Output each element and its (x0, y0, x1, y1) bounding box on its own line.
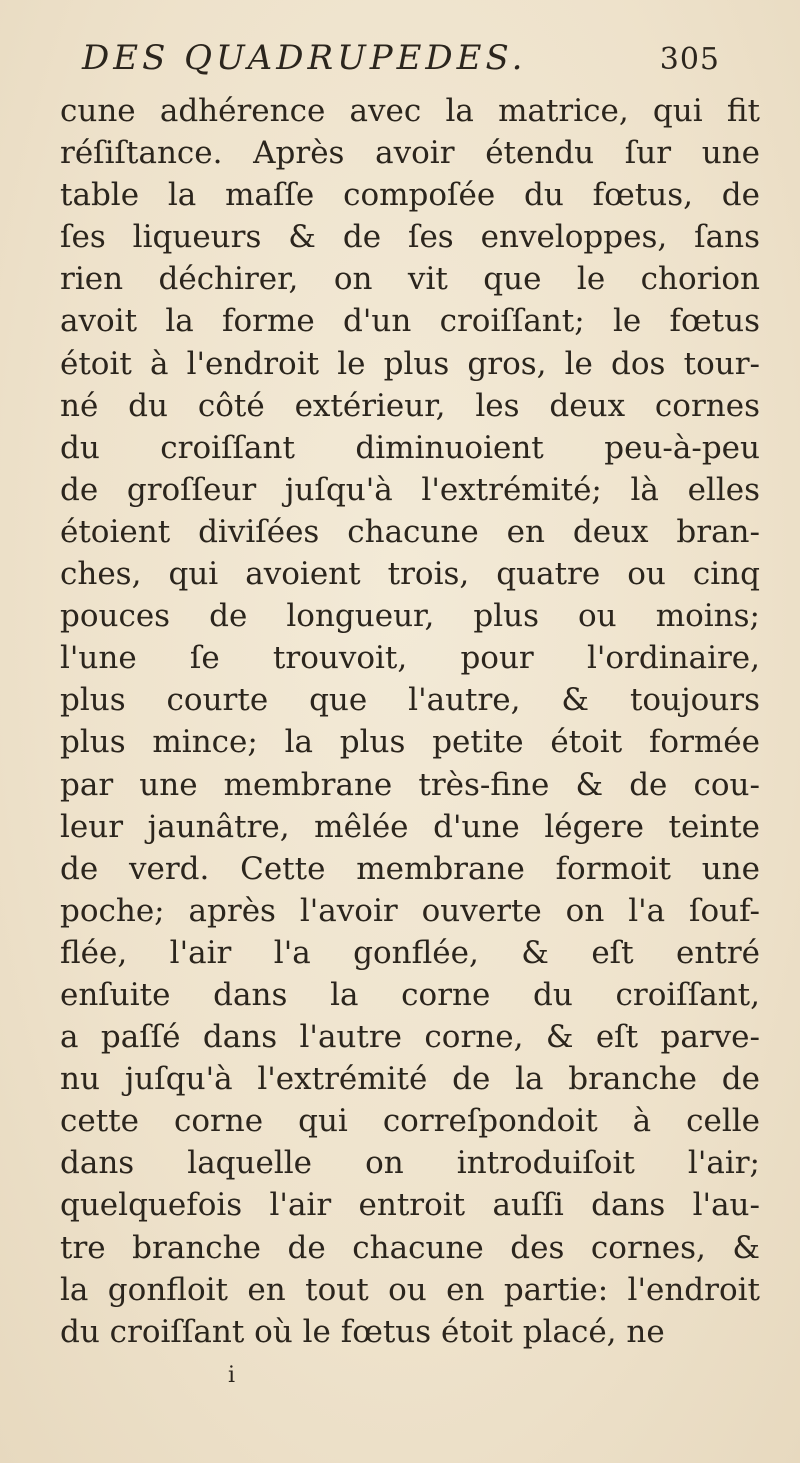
text-line: ches, qui avoient trois, quatre ou cinq (60, 556, 760, 593)
text-line: a paſſé dans l'autre corne, & eſt parve- (60, 1019, 760, 1056)
body-text (60, 90, 760, 1353)
text-line: leur jaunâtre, mêlée d'une légere teinte (60, 808, 760, 845)
text-line: poche; après l'avoir ouverte on l'a ſouf- (60, 892, 760, 929)
text-line: quelquefois l'air entroit auſſi dans l'au- (60, 1187, 760, 1224)
running-head (60, 38, 760, 88)
text-line: nu juſqu'à l'extrémité de la branche de (60, 1061, 760, 1098)
text-line: pouces de longueur, plus ou moins; (60, 598, 760, 635)
text-line: par une membrane très-fine & de cou- (60, 766, 760, 803)
text-line: ſes liqueurs & de ſes enveloppes, ſans (60, 219, 760, 256)
text-line: cette corne qui correſpondoit à celle (60, 1103, 760, 1140)
text-line: avoit la forme d'un croiſſant; le fœtus (60, 303, 760, 340)
text-line: tre branche de chacune des cornes, & (60, 1229, 760, 1266)
text-line: flée, l'air l'a gonflée, & eſt entré (60, 934, 760, 971)
text-line: plus mince; la plus petite étoit formée (60, 724, 760, 761)
running-head-title: DES QUADRUPEDES. (82, 38, 527, 78)
text-line: étoit à l'endroit le plus gros, le dos tour- (60, 345, 760, 382)
text-line: rien déchirer, on vit que le chorion (60, 261, 760, 298)
text-line: l'une ſe trouvoit, pour l'ordinaire, (60, 640, 760, 677)
text-line: du croiſſant où le fœtus étoit placé, ne (60, 1313, 665, 1350)
text-line: né du côté extérieur, les deux cornes (60, 387, 760, 424)
text-line: de verd. Cette membrane formoit une (60, 850, 760, 887)
text-line: réſiſtance. Après avoir étendu ſur une (60, 135, 760, 172)
text-line: dans laquelle on introduiſoit l'air; (60, 1145, 760, 1182)
text-line: table la maſſe compoſée du fœtus, de (60, 177, 760, 214)
text-line: la gonfloit en tout ou en partie: l'endroit (60, 1271, 760, 1308)
signature-mark: i (228, 1362, 236, 1388)
text-line: de groſſeur juſqu'à l'extrémité; là elles (60, 471, 760, 508)
text-line: cune adhérence avec la matrice, qui fit (60, 93, 760, 129)
text-line: plus courte que l'autre, & toujours (60, 682, 760, 719)
text-line: enſuite dans la corne du croiſſant, (60, 976, 760, 1013)
text-line: du croiſſant diminuoient peu-à-peu (60, 429, 760, 466)
page-number: 305 (659, 42, 720, 77)
text-line: étoient diviſées chacune en deux bran- (60, 513, 760, 550)
